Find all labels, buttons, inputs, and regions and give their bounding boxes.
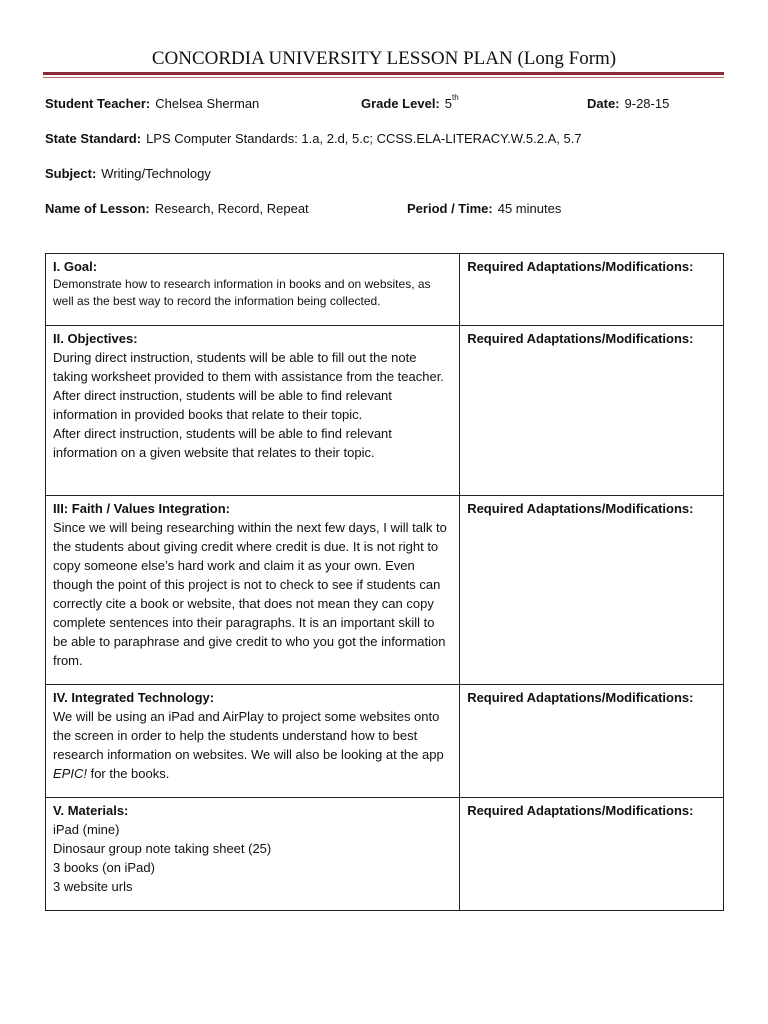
subject-field: [45, 166, 211, 181]
date-field: [587, 96, 669, 111]
technology-heading: IV. Integrated Technology:: [53, 690, 215, 705]
goal-cell: [46, 254, 460, 326]
subject-value: Writing/Technology: [101, 166, 211, 181]
goal-row: [46, 254, 724, 326]
objectives-row: [46, 326, 724, 496]
title-divider-thin: [43, 77, 724, 78]
materials-adaptations-label: Required Adaptations/Modifications:: [467, 803, 694, 818]
state-standard-value: LPS Computer Standards: 1.a, 2.d, 5.c; CCSS.ELA-LITERACY.W.5.2.A, 5.7: [146, 131, 582, 146]
materials-heading: V. Materials:: [53, 803, 129, 818]
grade-level-field: [361, 93, 459, 111]
materials-adaptations-cell: [460, 798, 724, 911]
title-divider-thick: [43, 72, 724, 75]
materials-cell: [46, 798, 460, 911]
lesson-name-value: Research, Record, Repeat: [154, 201, 309, 216]
lesson-name-label: Name of Lesson:: [45, 201, 150, 216]
faith-cell: [46, 496, 460, 685]
state-standard-label: State Standard:: [45, 131, 142, 146]
material-item: 3 books (on iPad): [53, 860, 155, 875]
objectives-adaptations-label: Required Adaptations/Modifications:: [467, 331, 694, 346]
grade-level-suffix: th: [452, 93, 459, 102]
student-teacher-value: Chelsea Sherman: [155, 96, 260, 111]
technology-adaptations-cell: [460, 685, 724, 798]
grade-level-value: 5: [444, 96, 452, 111]
student-teacher-label: Student Teacher:: [45, 96, 151, 111]
faith-body: Since we will being researching within the next few days, I will talk to the students about giving credit where credit is due. It is not right to copy someone else’s hard work and claim it as your own. Even though the point of this project is not to check to see if students can correctly cite a book or website, that does not mean they can copy complete sentences into their paragraphs. It is an important skill to be able to paraphrase and give credit to who you got the information from.: [53, 520, 447, 668]
material-item: Dinosaur group note taking sheet (25): [53, 841, 272, 856]
technology-cell: [46, 685, 460, 798]
goal-adaptations-label: Required Adaptations/Modifications:: [467, 259, 694, 274]
materials-row: [46, 798, 724, 911]
technology-row: [46, 685, 724, 798]
subject-label: Subject:: [45, 166, 97, 181]
grade-level-label: Grade Level:: [361, 96, 440, 111]
goal-adaptations-cell: [460, 254, 724, 326]
objective-line: After direct instruction, students will be able to find relevant information on a given website that relates to their topic.: [53, 426, 392, 460]
lesson-name-field: [45, 201, 309, 216]
faith-adaptations-label: Required Adaptations/Modifications:: [467, 501, 694, 516]
student-teacher-field: [45, 96, 259, 111]
objectives-adaptations-cell: [460, 326, 724, 496]
technology-body: [53, 707, 452, 783]
objectives-heading: II. Objectives:: [53, 331, 138, 346]
objective-line: During direct instruction, students will be able to fill out the note taking worksheet provided to them with assistance from the teacher.: [53, 350, 444, 384]
objective-line: After direct instruction, students will be able to find relevant information in provided books that relate to their topic.: [53, 388, 392, 422]
objectives-cell: [46, 326, 460, 496]
date-label: Date:: [587, 96, 620, 111]
lesson-plan-table: [45, 253, 724, 911]
document-title: CONCORDIA UNIVERSITY LESSON PLAN (Long Form): [151, 48, 617, 69]
period-label: Period / Time:: [407, 201, 493, 216]
period-field: [407, 201, 561, 216]
period-value: 45 minutes: [497, 201, 562, 216]
date-value: 9-28-15: [624, 96, 670, 111]
faith-adaptations-cell: [460, 496, 724, 685]
faith-row: [46, 496, 724, 685]
material-item: 3 website urls: [53, 879, 133, 894]
technology-body-end: for the books.: [86, 766, 170, 781]
technology-adaptations-label: Required Adaptations/Modifications:: [467, 690, 694, 705]
state-standard-field: [45, 131, 582, 146]
goal-heading: I. Goal:: [53, 259, 98, 274]
material-item: iPad (mine): [53, 822, 120, 837]
goal-body: Demonstrate how to research information in books and on websites, as well as the best way to record the information being collected.: [53, 277, 431, 308]
technology-app-name: EPIC!: [53, 766, 87, 781]
faith-heading: III: Faith / Values Integration:: [53, 501, 230, 516]
technology-body-text: We will be using an iPad and AirPlay to project some websites onto the screen in order to help the students understand how to best research information on websites. We will also be looking at the app: [53, 709, 444, 762]
